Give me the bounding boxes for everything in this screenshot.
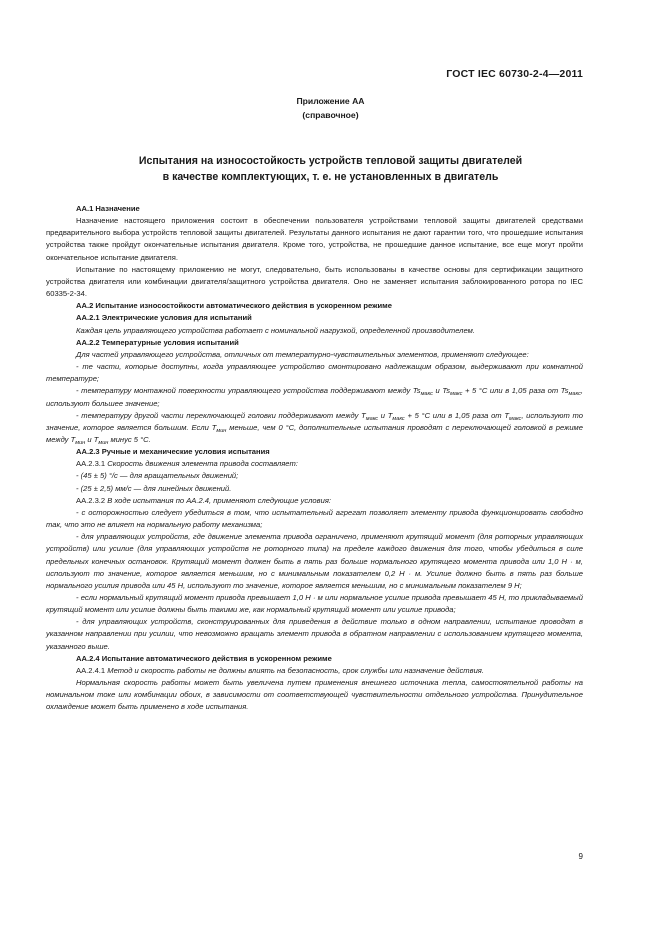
section-heading: АА.2.3 Ручные и механические условия испытания — [76, 447, 270, 457]
text-run: + 5 °С или в 1,05 раза от Ts — [462, 386, 569, 396]
subscript: макс — [568, 391, 581, 398]
section-heading: АА.2.2 Температурные условия испытаний — [76, 337, 239, 347]
paragraph — [46, 458, 583, 470]
page-number: 9 — [578, 852, 583, 861]
paragraph: Испытание по настоящему приложению не могут, следовательно, быть использованы в качестве основы для сертификации защитного устройства двигателя или комбинации двигателя/защитного устройства двигателя. Оно не заменяет испытания заблокированного ротора по IEC 60335-2-34. — [46, 264, 583, 299]
text-run: + 5 °С или в 1,05 раза от T — [404, 410, 509, 420]
text-run: Скорость движения элемента привода составляет: — [107, 459, 298, 469]
text-run: и T — [378, 410, 393, 420]
text-run: - температуру другой части переключающей головки поддерживают между T — [76, 410, 366, 420]
paragraph — [46, 495, 583, 507]
section-heading: АА.2.4 Испытание автоматического действия в ускоренном режиме — [76, 653, 332, 663]
list-item: - для управляющих устройств, где движение элемента привода ограничено, применяют крутящий момент (для роторных управляющих устройств) или усилие (для управляющих устройств не роторного типа) на пределе каждого движения для того, чтобы убедиться в силе предельных конечных остановок. Крутящий момент должен быть в пять раз больше нормального крутящего момента привода или 1,0 Н · м, используют то значение, которое является меньшим, но с минимальным показателем 0,2 Н · м. Усилие должно быть в пять раз больше нормального усилия привода или 45 Н, используют то значение, которое является меньшим, но с минимальным показателем 9 Н; — [46, 532, 583, 590]
list-item: - те части, которые доступны, когда управляющее устройство смонтировано надлежащим образом, выдерживают при комнатной температуре; — [46, 362, 583, 384]
text-run: В ходе испытания по АА.2.4, применяют следующие условия: — [107, 495, 331, 505]
paragraph: Для частей управляющего устройства, отличных от температурно-чувствительных элементов, применяют следующее: — [76, 349, 529, 359]
list-item: - (45 ± 5) °/с — для вращательных движений; — [76, 471, 239, 481]
paragraph: Назначение настоящего приложения состоит в обеспечении пользователя устройствами тепловой защиты двигателей средствами предварительного выбора устройств тепловой защиты двигателей. Результаты данного испытания не дают гарантии того, что прошедшие испытания устройства также пройдут окончательные испытания двигателя. Кроме того, устройства, не прошедшие данное испытание, все еще могут пройти окончательное испытание двигателя. — [46, 216, 583, 262]
annex-title-line1: Испытания на износостойкость устройств тепловой защиты двигателей — [138, 155, 523, 167]
subscript: макс — [450, 391, 463, 398]
subscript: макс — [420, 391, 433, 398]
subscript: мин — [75, 439, 86, 446]
list-item: - для управляющих устройств, сконструированных для приведения в действие только в одном направлении, испытание проводят в указанном направлении при усилии, что невозможно вращать элемент привода в обратном направлении с использованием крутящего момента, указанного выше. — [46, 617, 583, 651]
subscript: макс — [509, 415, 522, 422]
section-heading: АА.2.1 Электрические условия для испытаний — [76, 313, 252, 323]
text-run: и T — [85, 434, 99, 444]
paragraph: Нормальная скорость работы может быть увеличена путем применения внешнего источника тепла, самостоятельной работы на номинальном токе или комбинации обоих, в зависимости от соответствующей чувствительности отдельного устройства. Принудительное охлаждение может быть применено в ходе испытания. — [46, 678, 583, 712]
list-item: - (25 ± 2,5) мм/с — для линейных движений. — [76, 483, 232, 493]
list-item — [46, 410, 583, 446]
annex-title — [70, 154, 591, 185]
text-run: - температуру монтажной поверхности управляющего устройства поддерживают между Ts — [76, 386, 421, 396]
section-heading: АА.2 Испытание износостойкости автоматического действия в ускоренном режиме — [76, 301, 392, 311]
annex-title-line2: в качестве комплектующих, т. е. не установленных в двигатель — [162, 170, 499, 183]
subscript: мин — [98, 439, 109, 446]
text-run: минус 5 °С. — [108, 434, 151, 444]
text-run: , используют большее значение; — [46, 386, 583, 408]
list-item — [46, 385, 583, 409]
text-run: , используют то значение, которое является большим. Если T — [46, 410, 583, 432]
subscript: мин — [216, 427, 227, 434]
document-header: ГОСТ IEC 60730-2-4—2011 — [446, 68, 583, 80]
paragraph — [46, 665, 583, 677]
annex-label: Приложение АА — [296, 96, 365, 106]
list-item: - с осторожностью следует убедиться в том, что испытательный агрегат позволяет элементу привода функционировать свободно так, что это не влияет на нормальную работу механизма; — [46, 507, 583, 530]
text-run: Метод и скорость работы не должны влиять на безопасность, срок службы или назначение действия. — [107, 665, 484, 675]
section-heading: АА.1 Назначение — [76, 204, 140, 213]
clause-number: АА.2.4.1 — [76, 665, 106, 675]
text-run: и Ts — [432, 386, 451, 396]
clause-number: АА.2.3.1 — [76, 459, 106, 469]
annex-kind: (справочное) — [302, 110, 359, 120]
clause-number: АА.2.3.2 — [76, 495, 106, 505]
subscript: макс — [392, 415, 405, 422]
paragraph: Каждая цепь управляющего устройства работает с номинальной нагрузкой, определенной производителем. — [76, 325, 475, 335]
subscript: макс — [365, 415, 379, 422]
text-run: меньше, чем 0 °С, дополнительные испытания проводят с переключающей головкой в режиме между T — [46, 422, 583, 444]
document-body — [46, 203, 583, 714]
list-item: - если нормальный крутящий момент привода превышает 1,0 Н · м или нормальное усилие привода превышает 45 Н, то прикладываемый крутящий момент или усилие должны быть такими же, как нормальный крутящий момент или усилие привода; — [46, 593, 583, 615]
